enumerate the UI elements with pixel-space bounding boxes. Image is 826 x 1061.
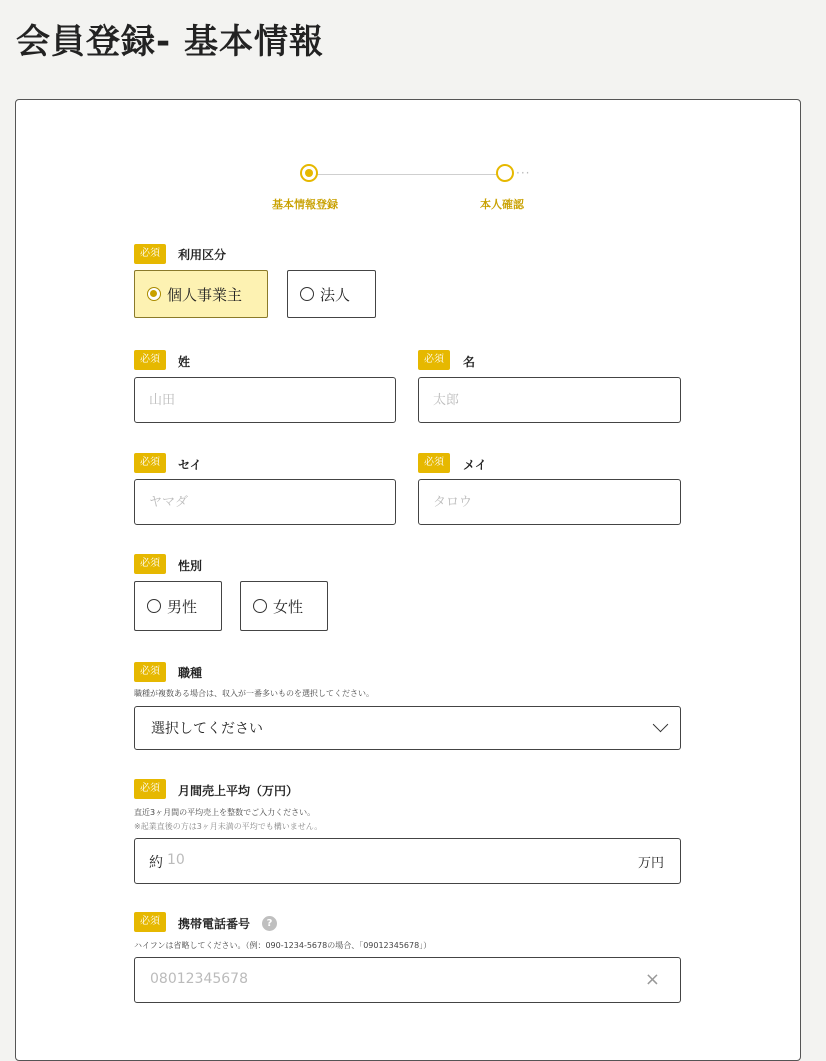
radio-sole-proprietor[interactable] <box>134 270 268 318</box>
monthly-sales-input[interactable] <box>134 838 681 884</box>
usage-type-label: 利用区分 <box>178 248 227 262</box>
mobile-phone-input[interactable] <box>134 957 681 1003</box>
monthly-sales-label: 月間売上平均（万円） <box>178 784 299 798</box>
first-name-label: 名 <box>463 355 476 369</box>
radio-unselected-icon <box>300 287 314 301</box>
required-badge: 必須 <box>134 779 166 799</box>
radio-unselected-icon <box>253 599 267 613</box>
form-card <box>15 99 801 1061</box>
step-2-label: 本人確認 <box>480 198 524 211</box>
first-name-kana-label: メイ <box>463 458 487 472</box>
radio-male[interactable] <box>134 581 222 631</box>
first-name-kana-input[interactable] <box>418 479 681 525</box>
clear-icon[interactable]: × <box>644 969 660 990</box>
radio-label: 個人事業主 <box>167 285 243 304</box>
radio-label: 女性 <box>273 597 304 616</box>
monthly-sales-hint: 直近3ヶ月間の平均売上を整数でご入力ください。 <box>134 808 316 817</box>
last-name-label: 姓 <box>178 355 191 369</box>
radio-selected-icon <box>147 287 161 301</box>
first-name-input[interactable] <box>418 377 681 423</box>
required-badge: 必須 <box>418 453 450 473</box>
mobile-phone-hint: ハイフンは省略してください。（例：090-1234-5678の場合、「09012345678」） <box>134 941 432 950</box>
required-badge: 必須 <box>418 350 450 370</box>
occupation-selected-value: 選択してください <box>151 721 263 737</box>
monthly-sales-unit: 万円 <box>637 856 664 871</box>
radio-label: 法人 <box>320 285 351 304</box>
help-icon[interactable]: ? <box>262 916 277 931</box>
mobile-phone-label: 携帯電話番号 <box>178 917 251 931</box>
occupation-label: 職種 <box>178 666 203 680</box>
step-1-indicator <box>300 164 318 182</box>
radio-unselected-icon <box>147 599 161 613</box>
occupation-select[interactable] <box>134 706 681 750</box>
last-name-kana-label: セイ <box>178 458 202 472</box>
required-badge: 必須 <box>134 554 166 574</box>
monthly-sales-subhint: ※起業直後の方は3ヶ月未満の平均でも構いません。 <box>134 822 323 831</box>
required-badge: 必須 <box>134 662 166 682</box>
required-badge: 必須 <box>134 912 166 932</box>
last-name-input[interactable] <box>134 377 396 423</box>
monthly-sales-placeholder: 10 <box>167 852 185 868</box>
stepper-line <box>310 174 506 175</box>
required-badge: 必須 <box>134 453 166 473</box>
required-badge: 必須 <box>134 350 166 370</box>
last-name-kana-input[interactable] <box>134 479 396 525</box>
step-2-indicator <box>496 164 514 182</box>
occupation-hint: 職種が複数ある場合は、収入が一番多いものを選択してください。 <box>134 689 374 698</box>
monthly-sales-prefix: 約 <box>149 855 163 871</box>
step-1-label: 基本情報登録 <box>272 198 338 211</box>
radio-corporation[interactable] <box>287 270 376 318</box>
required-badge: 必須 <box>134 244 166 264</box>
mobile-phone-placeholder: 08012345678 <box>150 971 248 987</box>
radio-label: 男性 <box>167 597 198 616</box>
gender-label: 性別 <box>178 559 203 573</box>
stepper-continuation: ··· <box>516 166 531 180</box>
radio-female[interactable] <box>240 581 328 631</box>
page-title: 会員登録- 基本情報 <box>16 22 324 62</box>
chevron-down-icon <box>653 717 669 733</box>
